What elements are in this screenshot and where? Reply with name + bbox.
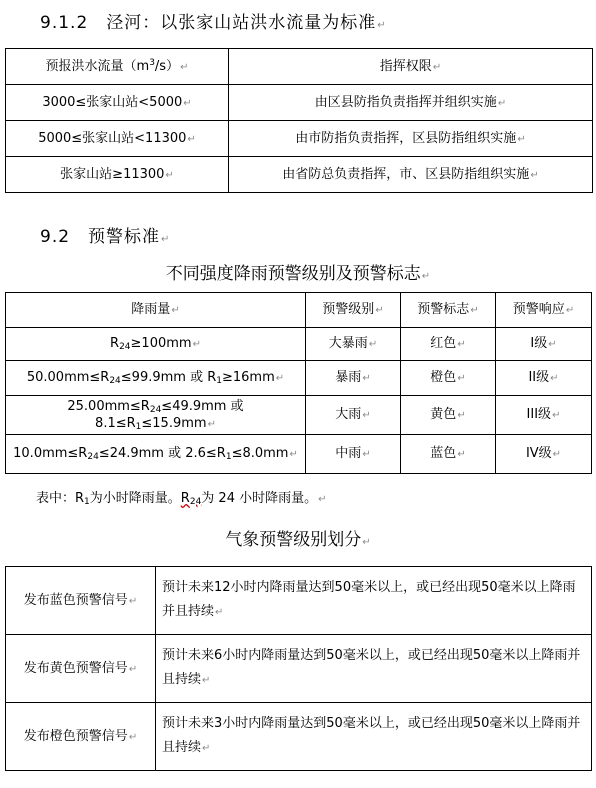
header-authority: 指挥权限↵	[229, 49, 593, 85]
cell-sign: 黄色	[430, 407, 457, 422]
cell-flow: 3000≤张家山站<5000	[42, 94, 183, 110]
table-row: 发布蓝色预警信号↵ 预计未来12小时内降雨量达到50毫米以上，或已经出现50毫米以上降雨并且持续↵	[6, 567, 592, 635]
cell-sign: 红色	[430, 336, 457, 351]
cell-rainfall: $10.0mm\le R_{24}\le 24.9mm$ 或 $2.6\le R_1\le 8.0mm↵$	[6, 435, 306, 474]
cell-signal: 发布橙色预警信号	[23, 728, 128, 744]
flood-command-table	[5, 48, 593, 193]
weather-table-title: 气象预警级别划分↵	[225, 530, 371, 550]
header-level: 预警级别	[322, 302, 375, 317]
cell-rainfall: $25.00mm\le R_{24}\le 49.9mm$ 或 $8.1\le R_1\le 15.9mm↵$	[6, 396, 306, 435]
cell-sign: 橙色	[430, 370, 457, 385]
header-sign: 预警标志	[417, 302, 470, 317]
table-row: $R_{24}\ge 100mm↵$ 大暴雨↵ 红色↵ I级↵	[6, 328, 592, 361]
table-header-row: 降雨量↵ 预警级别↵ 预警标志↵ 预警响应↵	[6, 293, 592, 328]
cell-response: IV级	[525, 446, 552, 461]
header-flow: 预报洪水流量$(m^3/s)↵$	[6, 49, 229, 85]
table-row: $50.00mm\le R_{24}\le 99.9mm$ 或 $R_1\ge 16mm↵$ 暴雨↵ 橙色↵ II级↵	[6, 361, 592, 396]
cell-signal: 发布黄色预警信号	[23, 660, 128, 676]
cell-description: 预计未来6小时内降雨量达到50毫米以上，或已经出现50毫米以上降雨并且持续	[162, 648, 581, 687]
cell-level: 中雨	[335, 446, 362, 461]
cell-level: 大雨	[335, 407, 362, 422]
table-row: 张家山站≥11300↵ 由省防总负责指挥，市、区县防指组织实施↵	[6, 157, 593, 193]
cell-description: 预计未来12小时内降雨量达到50毫米以上，或已经出现50毫米以上降雨并且持续	[162, 580, 576, 619]
header-response: 预警响应	[512, 302, 565, 317]
rain-table-title: 不同强度降雨预警级别及预警标志↵	[165, 264, 431, 284]
table-row: $25.00mm\le R_{24}\le 49.9mm$ 或 $8.1\le R_1\le 15.9mm↵$ 大雨↵ 黄色↵ III级↵	[6, 396, 592, 435]
table-row: 发布黄色预警信号↵ 预计未来6小时内降雨量达到50毫米以上，或已经出现50毫米以上降雨并且持续↵	[6, 635, 592, 703]
table-row: $10.0mm\le R_{24}\le 24.9mm$ 或 $2.6\le R_1\le 8.0mm↵$ 中雨↵ 蓝色↵ IV级↵	[6, 435, 592, 474]
cell-authority: 由区县防指负责指挥并组织实施	[314, 94, 497, 110]
cell-response: III级	[526, 407, 552, 422]
cell-authority: 由省防总负责指挥，市、区县防指组织实施	[282, 166, 530, 182]
cell-rainfall: $50.00mm\le R_{24}\le 99.9mm$ 或 $R_1\ge 16mm↵$	[6, 361, 306, 396]
cell-flow: 张家山站≥11300	[60, 166, 165, 182]
section-heading-9-2: 9.2 预警标准↵	[40, 227, 171, 247]
cell-response: I级	[530, 336, 548, 351]
header-rainfall: 降雨量	[131, 302, 171, 317]
table-note: 表中：$R_1$为小时降雨量。$R_{24}$为 24 小时降雨量。↵	[36, 491, 327, 507]
weather-warning-table	[5, 566, 592, 771]
cell-authority: 由市防指负责指挥，区县防指组织实施	[295, 130, 517, 146]
section-heading-9-1-2: 9.1.2 泾河：以张家山站洪水流量为标准↵	[40, 13, 387, 33]
cell-sign: 蓝色	[430, 446, 457, 461]
table-row: 5000≤张家山站<11300↵ 由市防指负责指挥，区县防指组织实施↵	[6, 121, 593, 157]
cell-response: II级	[528, 370, 550, 385]
cell-description: 预计未来3小时内降雨量达到50毫米以上，或已经出现50毫米以上降雨并且持续	[162, 716, 581, 755]
cell-level: 暴雨	[335, 370, 362, 385]
table-row: 发布橙色预警信号↵ 预计未来3小时内降雨量达到50毫米以上，或已经出现50毫米以上降雨并且持续↵	[6, 703, 592, 771]
table-row: 3000≤张家山站<5000↵ 由区县防指负责指挥并组织实施↵	[6, 85, 593, 121]
cell-flow: 5000≤张家山站<11300	[38, 130, 187, 146]
cell-rainfall: $R_{24}\ge 100mm↵$	[6, 328, 306, 361]
cell-signal: 发布蓝色预警信号	[23, 592, 128, 608]
rain-warning-table	[5, 292, 592, 474]
cell-level: 大暴雨	[328, 336, 368, 351]
table-header-row	[6, 49, 593, 85]
